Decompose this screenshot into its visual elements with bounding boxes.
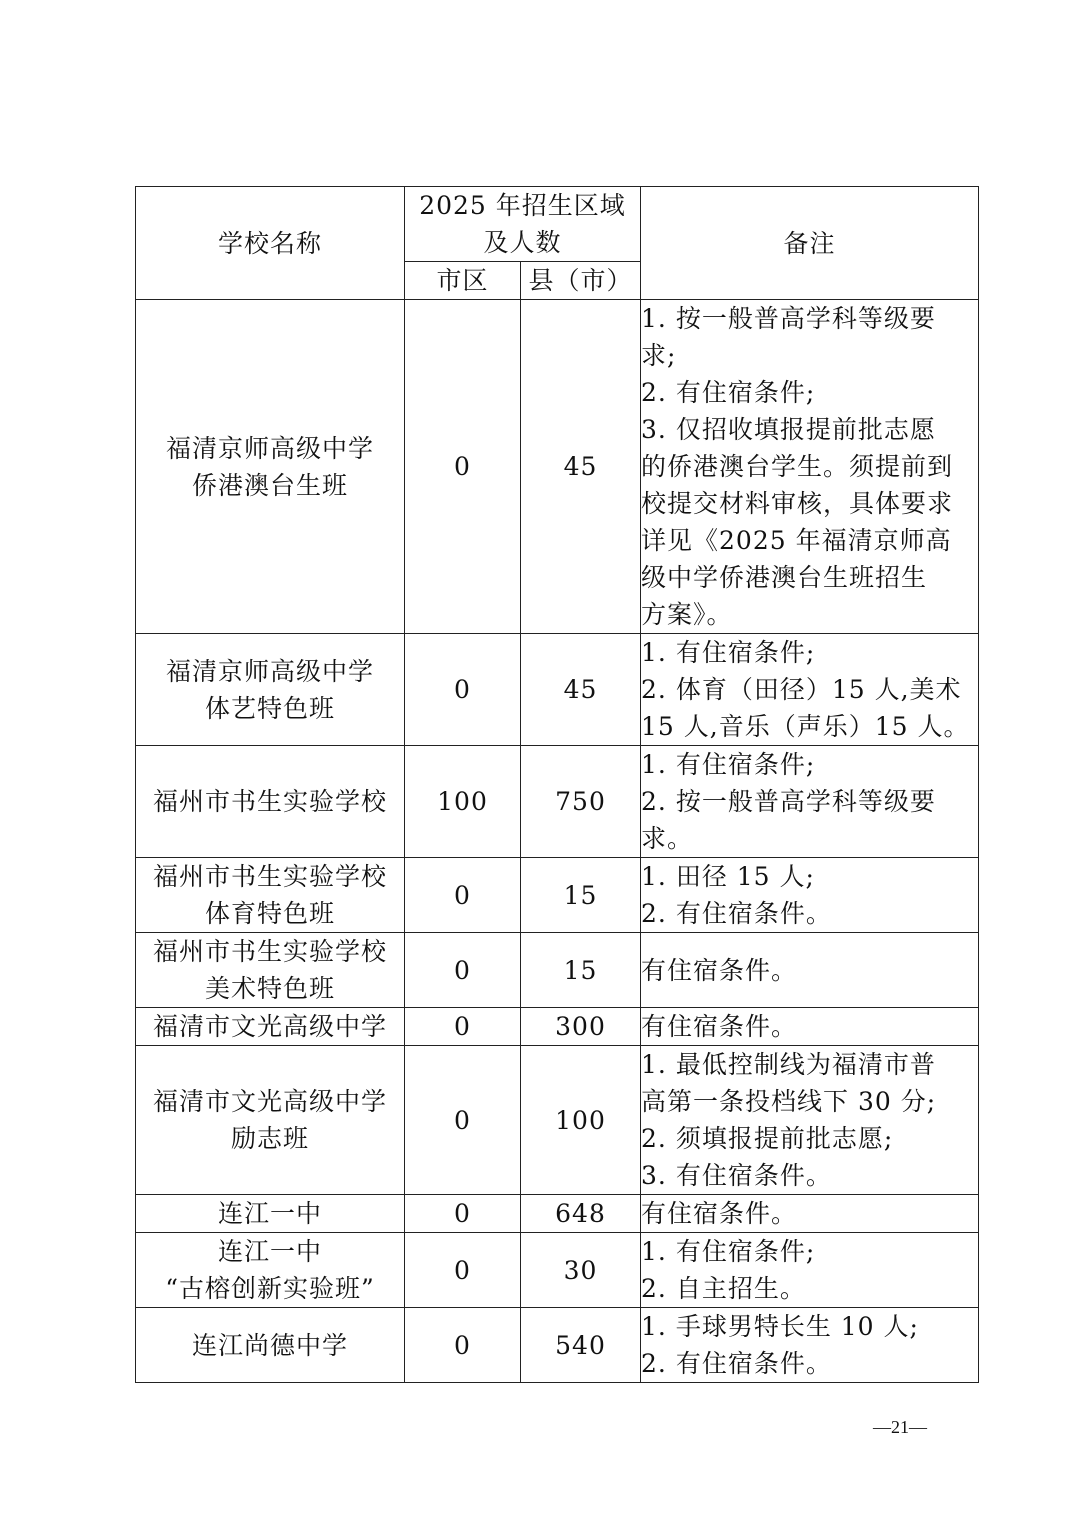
remark-line: 高第一条投档线下 30 分; xyxy=(641,1087,937,1116)
header-school-name: 学校名称 xyxy=(136,187,405,300)
school-name-line: 体育特色班 xyxy=(204,899,335,928)
remark-line: 详见《2025 年福清京师高 xyxy=(641,526,952,555)
school-name-cell xyxy=(136,1008,405,1046)
remarks-cell xyxy=(641,634,979,746)
remarks-cell xyxy=(641,746,979,858)
remark-line: 2. 有住宿条件。 xyxy=(641,899,832,928)
table-row xyxy=(136,1195,979,1233)
school-name-cell xyxy=(136,746,405,858)
city-quota-cell: 0 xyxy=(405,933,521,1008)
remark-line: 1. 田径 15 人; xyxy=(641,862,815,891)
remark-line: 有住宿条件。 xyxy=(641,955,798,985)
page-number: —21— xyxy=(873,1417,927,1437)
city-quota-cell: 100 xyxy=(405,746,521,858)
remark-line: 方案》。 xyxy=(641,600,733,629)
county-quota-cell: 30 xyxy=(521,1233,641,1308)
remark-line: 15 人,音乐（声乐）15 人。 xyxy=(641,712,970,741)
county-quota-cell: 15 xyxy=(521,933,641,1008)
table-row xyxy=(136,300,979,634)
school-name-line: 体艺特色班 xyxy=(204,693,335,723)
county-quota-cell: 100 xyxy=(521,1046,641,1195)
remarks-cell xyxy=(641,1046,979,1195)
city-quota-cell: 0 xyxy=(405,858,521,933)
school-name-line: 福清市文光高级中学 xyxy=(152,1012,387,1041)
remark-line: 1. 按一般普高学科等级要 xyxy=(641,304,936,333)
school-name-line: 福州市书生实验学校 xyxy=(152,862,387,891)
county-quota-cell: 540 xyxy=(521,1308,641,1383)
remark-line: 有住宿条件。 xyxy=(641,1012,798,1041)
county-quota-cell: 648 xyxy=(521,1195,641,1233)
header-city: 市区 xyxy=(405,262,521,300)
school-name-line: 福清市文光高级中学 xyxy=(152,1087,387,1116)
school-name-cell xyxy=(136,1195,405,1233)
remark-line: 1. 最低控制线为福清市普 xyxy=(641,1050,936,1079)
county-quota-cell: 45 xyxy=(521,634,641,746)
header-quota-line1: 2025 年招生区域 xyxy=(419,191,626,220)
table-row xyxy=(136,746,979,858)
school-name-line: 连江一中 xyxy=(217,1199,322,1228)
city-quota-cell: 0 xyxy=(405,300,521,634)
city-quota-cell: 0 xyxy=(405,634,521,746)
remark-line: 3. 仅招收填报提前批志愿 xyxy=(641,415,936,444)
city-quota-cell: 0 xyxy=(405,1233,521,1308)
school-name-line: 美术特色班 xyxy=(204,974,335,1003)
table-row xyxy=(136,1046,979,1195)
remark-line: 2. 有住宿条件。 xyxy=(641,1349,832,1378)
school-name-line: 福州市书生实验学校 xyxy=(152,937,387,966)
table-row xyxy=(136,933,979,1008)
remark-line: 1. 有住宿条件; xyxy=(641,1237,816,1266)
school-name-line: “古榕创新实验班” xyxy=(165,1274,375,1303)
remark-line: 的侨港澳台学生。须提前到 xyxy=(641,452,954,481)
remark-line: 求; xyxy=(641,341,677,370)
city-quota-cell: 0 xyxy=(405,1195,521,1233)
remark-line: 2. 体育（田径）15 人,美术 xyxy=(641,675,962,704)
header-quota-line2: 及人数 xyxy=(483,228,562,257)
school-name-cell xyxy=(136,858,405,933)
county-quota-cell: 750 xyxy=(521,746,641,858)
school-name-line: 侨港澳台生班 xyxy=(191,470,348,500)
remarks-cell xyxy=(641,1008,979,1046)
school-name-cell xyxy=(136,634,405,746)
county-quota-cell: 300 xyxy=(521,1008,641,1046)
remarks-cell xyxy=(641,933,979,1008)
header-county: 县（市） xyxy=(521,262,641,300)
city-quota-cell: 0 xyxy=(405,1308,521,1383)
remark-line: 3. 有住宿条件。 xyxy=(641,1161,832,1190)
remark-line: 2. 按一般普高学科等级要 xyxy=(641,787,936,816)
county-quota-cell: 15 xyxy=(521,858,641,933)
table-row xyxy=(136,1233,979,1308)
remarks-cell xyxy=(641,300,979,634)
header-remarks: 备注 xyxy=(641,187,979,300)
remark-line: 校提交材料审核，具体要求 xyxy=(641,489,954,518)
enrollment-table xyxy=(135,186,979,1383)
school-name-line: 福清京师高级中学 xyxy=(165,433,374,463)
remark-line: 1. 有住宿条件; xyxy=(641,750,816,779)
table-row xyxy=(136,634,979,746)
remarks-cell xyxy=(641,1308,979,1383)
table-row xyxy=(136,1308,979,1383)
remark-line: 2. 须填报提前批志愿; xyxy=(641,1124,894,1153)
remark-line: 2. 自主招生。 xyxy=(641,1274,806,1303)
remarks-cell xyxy=(641,858,979,933)
school-name-cell xyxy=(136,300,405,634)
school-name-line: 连江一中 xyxy=(217,1237,322,1266)
school-name-cell xyxy=(136,1308,405,1383)
school-name-line: 福州市书生实验学校 xyxy=(152,787,387,816)
remark-line: 有住宿条件。 xyxy=(641,1199,798,1228)
school-name-line: 励志班 xyxy=(230,1124,309,1153)
remark-line: 级中学侨港澳台生班招生 xyxy=(641,563,928,592)
remark-line: 1. 有住宿条件; xyxy=(641,638,816,667)
remarks-cell xyxy=(641,1195,979,1233)
remark-line: 求。 xyxy=(641,824,694,853)
school-name-line: 福清京师高级中学 xyxy=(165,656,374,686)
table-row xyxy=(136,858,979,933)
school-name-line: 连江尚德中学 xyxy=(191,1330,348,1360)
county-quota-cell: 45 xyxy=(521,300,641,634)
remark-line: 2. 有住宿条件; xyxy=(641,378,816,407)
remarks-cell xyxy=(641,1233,979,1308)
city-quota-cell: 0 xyxy=(405,1046,521,1195)
school-name-cell xyxy=(136,1233,405,1308)
remark-line: 1. 手球男特长生 10 人; xyxy=(641,1312,919,1341)
school-name-cell xyxy=(136,933,405,1008)
city-quota-cell: 0 xyxy=(405,1008,521,1046)
school-name-cell xyxy=(136,1046,405,1195)
header-quota xyxy=(405,187,641,262)
table-row xyxy=(136,1008,979,1046)
